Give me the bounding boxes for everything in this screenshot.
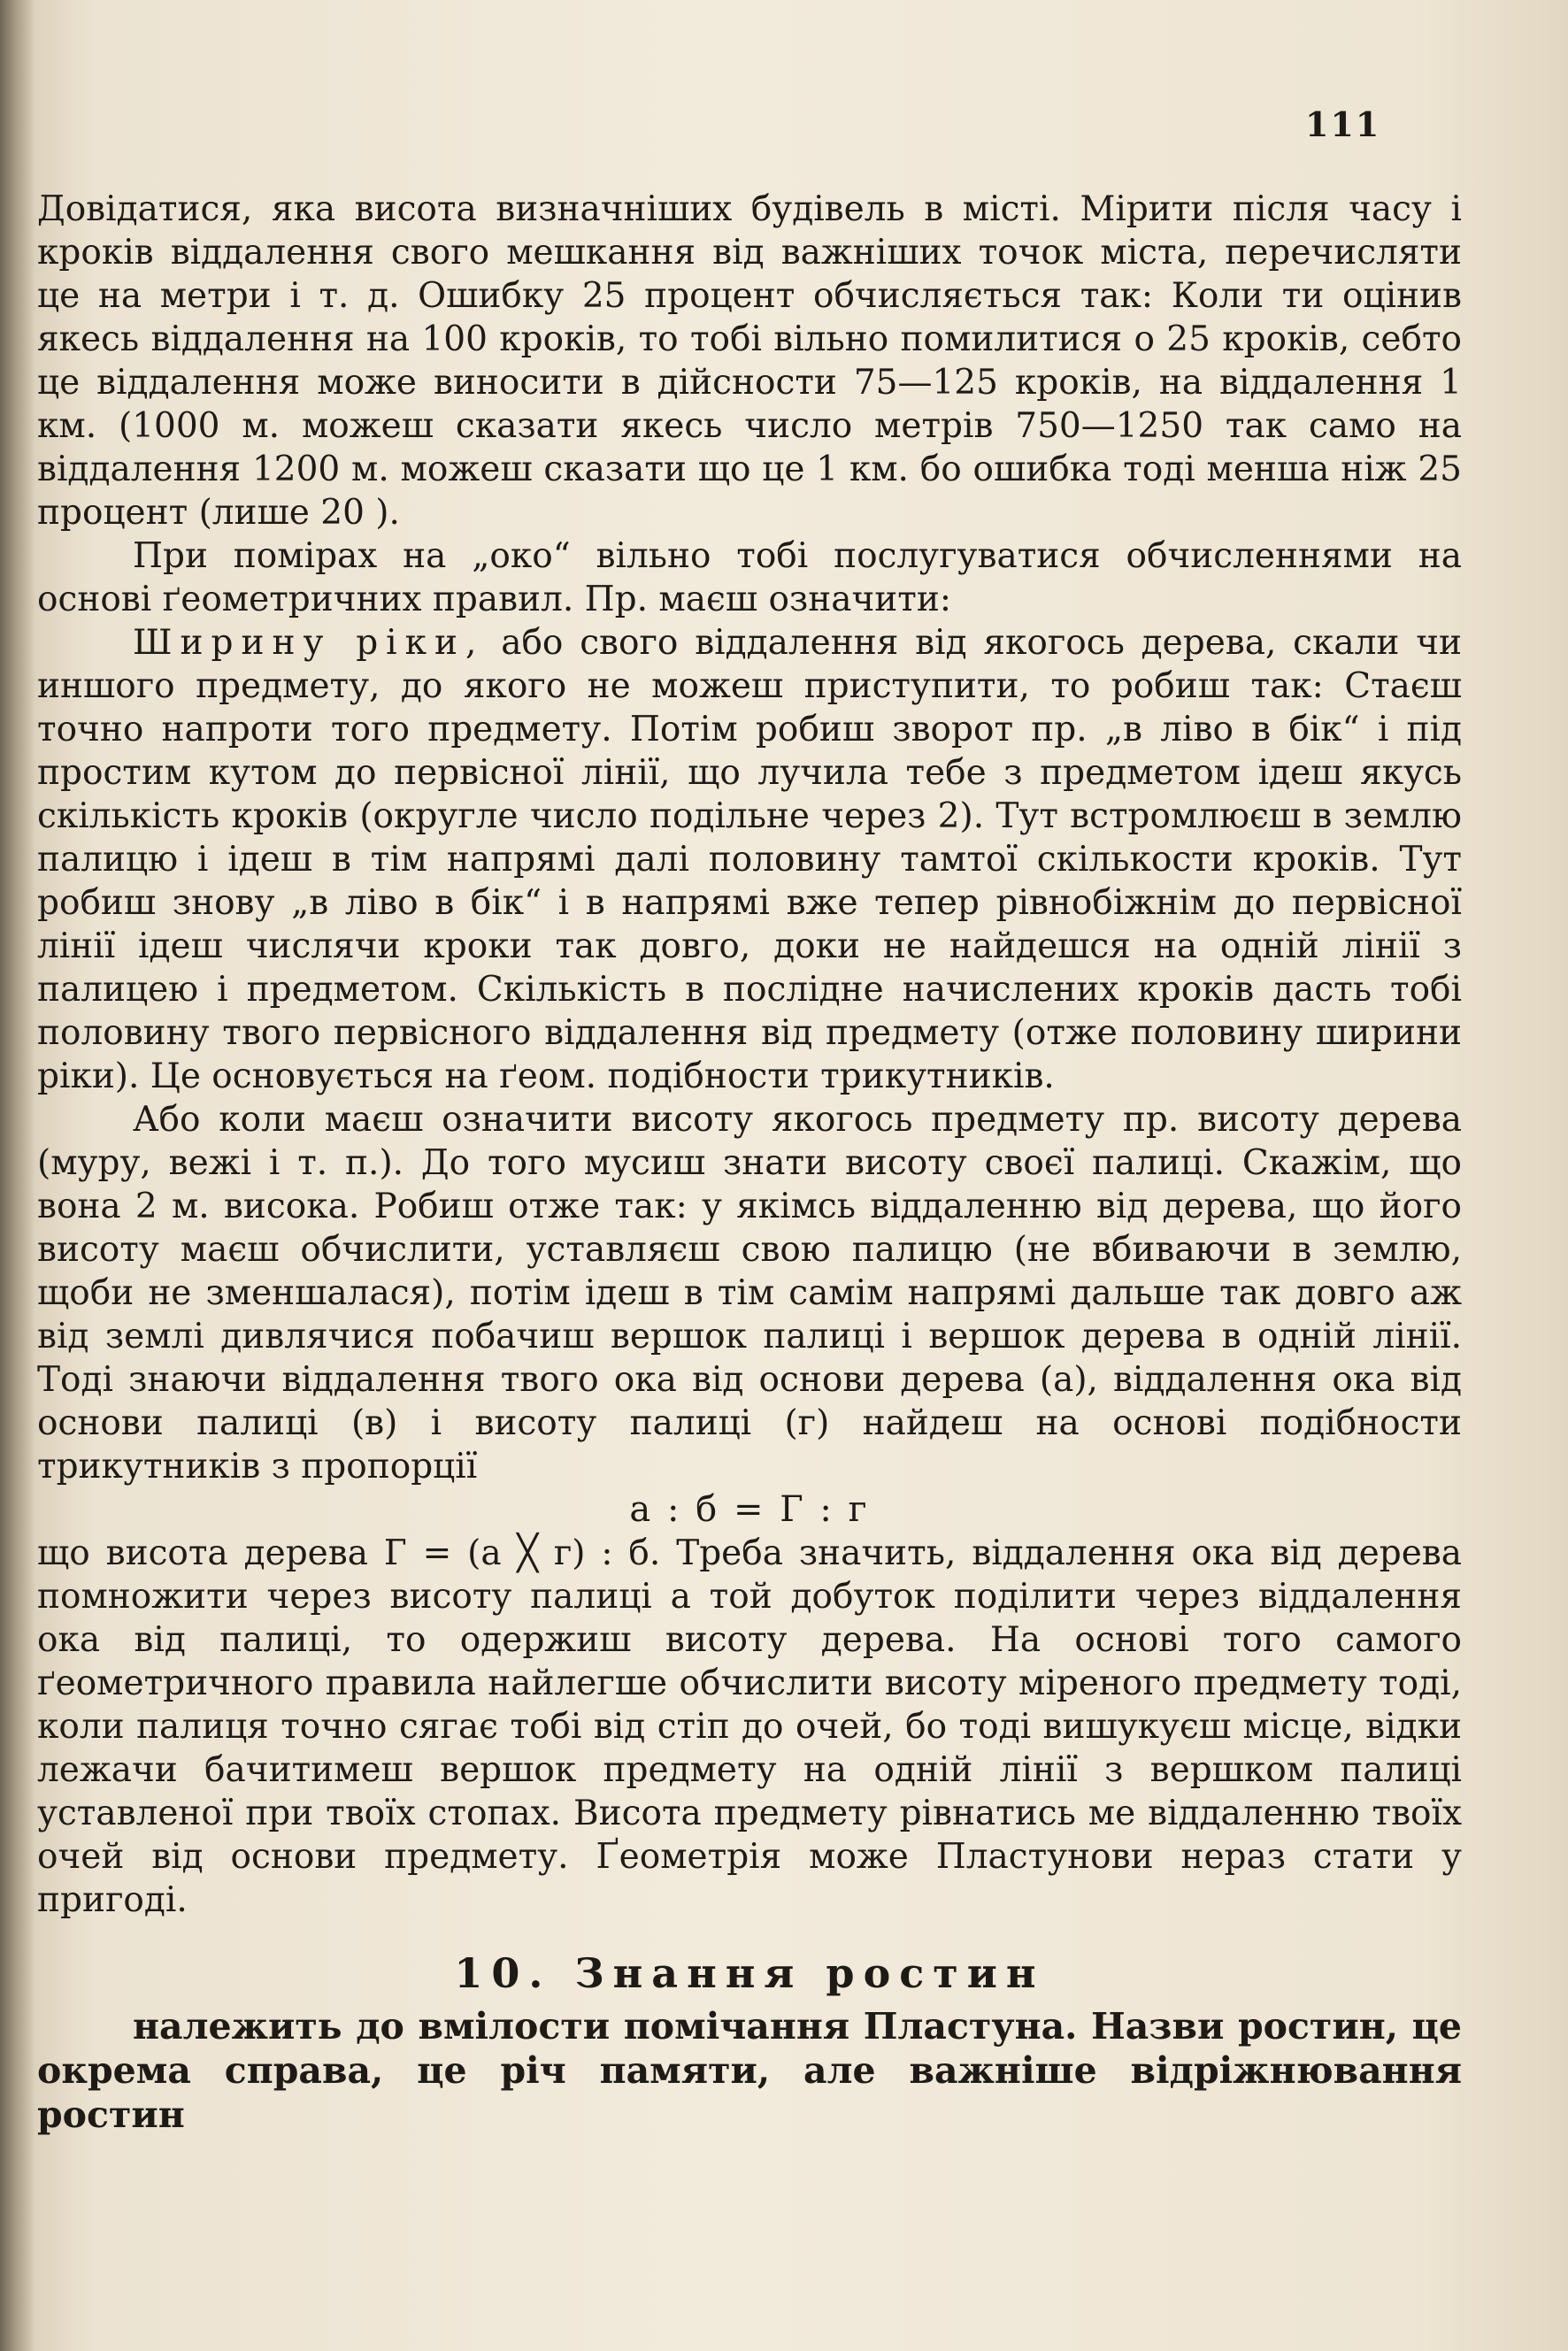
section-intro-text: належить до вмілости помічання Пластуна. Назви ростин, це окрема справа, це річ памяти, але важніше відріжнювання ростин [37, 2005, 1462, 2136]
page-body [37, 188, 1462, 2137]
paragraph-3 [37, 621, 1462, 1098]
paragraph-4: Або коли маєш означити висоту якогось предмету пр. висоту дерева (муру, вежі і т. п.). До того мусиш знати висоту своєї палиці. Скажім, що вона 2 м. висока. Робиш отже так: у якімсь віддаленню від дерева, що його висоту маєш обчислити, уставляєш свою палицю (не вбиваючи в землю, щоби не зменшалася), потім ідеш в тім самім напрямі дальше так довго аж від землі дивлячися побачиш вершок палиці і вершок дерева в одній лінії. Тоді знаючи віддалення твого ока від основи дерева (а), віддалення ока від основи палиці (в) і висоту палиці (г) найдеш на основі подібности трикутників з пропорції [37, 1100, 1462, 1487]
proportion-formula: а : б = Г : г [629, 1489, 870, 1530]
paragraph-2: При помірах на „око“ вільно тобі послугуватися обчисленнями на основі ґеометричних правил. Пр. маєш означити: [37, 536, 1462, 619]
paragraph-5: що висота дерева Г = (а ╳ г) : б. Треба значить, віддалення ока від дерева помножити через висоту палиці а той добуток поділити через віддалення ока від палиці, то одержиш висоту дерева. На основі того самого ґеометричного правила найлегше обчислити висоту міреного предмету тоді, коли палиця точно сягає тобі від стіп до очей, бо тоді вишукуєш місце, відки лежачи бачитимеш вершок предмету на одній лінії з вершком палиці уставленої при твоїх стопах. Висота предмету рівнатись ме віддаленню твоїх очей від основи предмету. Ґеометрія може Пластунови нераз стати у пригоді. [37, 1533, 1462, 1920]
section-heading: 10. Знання ростин [454, 1949, 1045, 1997]
paragraph-1: Довідатися, яка висота визначніших будівель в місті. Мірити після часу і кроків віддалення свого мешкання від важніших точок міста, перечисляти це на метри і т. д. Ошибку 25 процент обчисляється так: Коли ти оцінив якесь віддалення на 100 кроків, то тобі вільно помилитися о 25 кроків, себто це віддалення може виносити в дійсности 75—125 кроків, на віддалення 1 км. (1000 м. можеш сказати якесь число метрів 750—1250 так само на віддалення 1200 м. можеш сказати що це 1 км. бо ошибка тоді менша ніж 25 процент (лише 20 ). [37, 189, 1462, 533]
page-number: 111 [1305, 104, 1381, 144]
paragraph-3-text: або свого віддалення від якогось дерева, скали чи иншого предмету, до якого не можеш приступити, то робиш так: Стаєш точно напроти того предмету. Потім робиш зворот пр. „в ліво в бік“ і під простим кутом до первісної лінії, що лучила тебе з предметом ідеш якусь скількість кроків (округле число подільне через 2). Тут встромлюєш в землю палицю і ідеш в тім напрямі далі половину тамтої скількости кроків. Тут робиш знову „в ліво в бік“ і в напрямі вже тепер рівнобіжнім до первісної лінії ідеш числячи кроки так довго, доки не найдешся на одній лінії з палицею і предметом. Скількість в послідне начислених кроків дасть тобі половину твого первісного віддалення від предмету (отже половину ширини ріки). Це основується на ґеом. подібности трикутників. [37, 623, 1462, 1096]
binding-gutter-shadow [0, 0, 35, 2351]
paragraph-3-lead: Ширину ріки, [133, 623, 485, 663]
